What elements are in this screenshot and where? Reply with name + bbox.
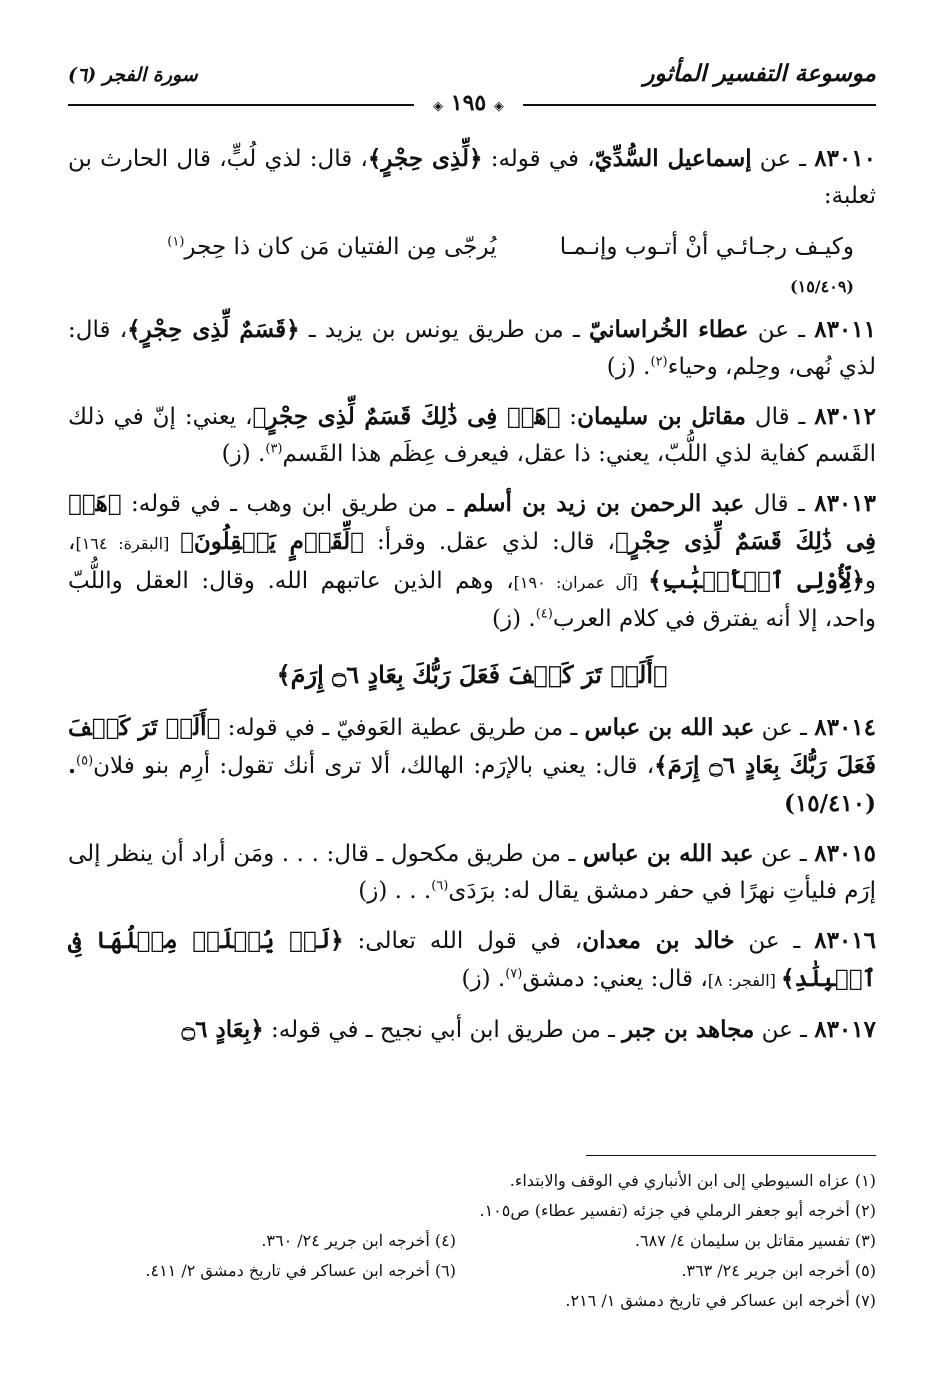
quran-quote: ﴿لِّقَوۡمٍ يَعۡقِلُونَ﴾ [180, 528, 364, 555]
quran-quote: ﴿لِّأُوْلِى ٱلۡأَلۡبَٰبِ﴾ [648, 567, 865, 594]
page-number-block [414, 88, 523, 122]
header-rule-right [523, 104, 876, 106]
entry-text: ، في قوله: [482, 146, 595, 172]
ornament-right-icon: ◈ [493, 99, 504, 114]
entry-text: ـ قال [744, 491, 815, 517]
entry-text: . (ز) [606, 354, 651, 380]
entry-83013 [68, 485, 876, 638]
entry-text: ـ عن [734, 928, 815, 954]
entry-text: ـ من طريق مكحول ـ قال: . . . ومَن أراد أن ينظر إلى إرَم فليأتِ نهرًا في حفر دمشق يقال له: برَدَى [68, 841, 876, 904]
entry-text: ، و [68, 529, 876, 594]
entry-text: ـ من طريق ابن وهب ـ في قوله: [121, 491, 464, 517]
surah-reference: [الفجر: ٨] [707, 971, 781, 990]
entry-83016 [68, 922, 876, 999]
verse-heading: ﴿أَلَمۡ تَرَ كَيۡفَ فَعَلَ رَبُّكَ بِعَادٍ ۝٦ إِرَمَ﴾ [276, 660, 668, 689]
entry-text: . (١٥/٤١٠) [68, 752, 876, 817]
entry-text: ـ عن [753, 841, 815, 867]
narrator-name: مقاتل بن سليمان [577, 403, 747, 430]
entry-text: ، قال: لذي نُهى، وحِلم، وحياء [68, 317, 876, 380]
surah-label: سورة الفجر (٦) [68, 64, 198, 86]
footnote-3: (٣) تفسير مقاتل بن سليمان ٤/ ٦٨٧. [634, 1231, 876, 1250]
footnote-6: (٦) أخرجه ابن عساكر في تاريخ دمشق ٢/ ٤١١. [145, 1261, 456, 1280]
footnote-1: (١) عزاه السيوطي إلى ابن الأنباري في الوقف والابتداء. [509, 1171, 876, 1190]
entry-text: ـ من طريق يونس بن يزيد ـ [299, 317, 589, 343]
footnote-marker: (٧) [505, 966, 523, 982]
ornament-left-icon: ◈ [433, 99, 444, 114]
entry-text: ـ قال [746, 404, 815, 430]
quran-quote: ﴿لَمۡ يُخۡلَقۡ مِثۡلُهَا فِى ٱلۡبِلَٰدِ﴾ [68, 927, 876, 992]
quran-quote: ﴿قَسَمٌ لِّذِى حِجْرٍ﴾ [127, 316, 300, 343]
entry-83012 [68, 398, 876, 473]
entry-text: ، يعني: إنّ في ذلك القَسم كفاية لذي اللُّبّ، يعني: ذا عقل، فيعرف عِظَم هذا القَسم [68, 404, 876, 467]
main-text [68, 140, 876, 1061]
entry-text: ، قال: لذي لُبٍّ، قال الحارث بن ثعلبة: [68, 146, 876, 209]
surah-reference: [آل عمران: ١٩٠] [513, 573, 649, 592]
entry-text: ، قال: يعني: دمشق [522, 966, 708, 992]
footnote-marker: (١) [167, 234, 185, 250]
narrator-name: مجاهد بن جبر [622, 1016, 755, 1043]
quran-quote: ﴿هَلۡ فِى ذَٰلِكَ قَسَمٌ لِّذِى حِجْرٍ﴾ [68, 490, 876, 555]
narrator-name: خالد بن معدان [582, 927, 735, 954]
quran-quote: ﴿لِّذِى حِجْرٍ﴾ [367, 145, 483, 172]
entry-text: ـ عن [754, 1017, 815, 1043]
entry-text: ـ عن [748, 317, 815, 343]
entry-text: . (ز) [461, 966, 506, 992]
entry-text: ـ من طريق عطية العَوفيّ ـ في قوله: [220, 715, 585, 741]
entry-83015 [68, 835, 876, 910]
entry-text: ، قال: يعني بالإرَم: الهالك، ألا ترى أنك تقول: أرِم بنو فلان [93, 753, 655, 779]
narrator-name: عبد الرحمن بن زيد بن أسلم [463, 490, 745, 517]
footnote-7: (٧) أخرجه ابن عساكر في تاريخ دمشق ١/ ٢١٦. [565, 1291, 876, 1310]
narrator-name: عبد الله بن عباس [584, 714, 755, 741]
footnote-row [68, 1226, 876, 1256]
entry-text: ـ عن [751, 146, 815, 172]
book-title: موسوعة التفسير المأثور [643, 60, 876, 87]
entry-number: ٨٣٠١٥ [814, 840, 876, 867]
footnote-marker: (٢) [650, 354, 668, 370]
footnote-marker: (٦) [431, 878, 449, 894]
footnote-5: (٥) أخرجه ابن جرير ٢٤/ ٣٦٣. [681, 1261, 876, 1280]
entry-text: ، في قول الله تعالى: [343, 928, 583, 954]
entry-number: ٨٣٠١٢ [814, 403, 876, 430]
entry-number: ٨٣٠١٤ [814, 714, 877, 741]
verse-first-half: وكيـف رجـائـي أنْ أتـوب وإنـمـا [559, 234, 854, 260]
entry-text: ، وهم الذين عاتبهم الله. وقال: العقل واللُّبّ واحد، إلا أنه يفترق في كلام العرب [68, 568, 876, 632]
entry-text: ، قال: لذي عقل. وقرأ: [363, 529, 615, 555]
entry-text: . (ز) [492, 606, 536, 632]
entry-number: ٨٣٠١٦ [814, 927, 876, 954]
surah-reference: [البقرة: ١٦٤] [75, 534, 181, 553]
entry-83017 [68, 1011, 876, 1049]
poetry-verse [68, 227, 876, 307]
footnotes [68, 1166, 876, 1316]
entry-83014 [68, 709, 876, 823]
entry-83010 [68, 140, 876, 215]
narrator-name: عبد الله بن عباس [582, 840, 754, 867]
narrator-name: إسماعيل السُّدِّيّ [594, 145, 752, 172]
quran-quote: ﴿أَلَمۡ تَرَ كَيۡفَ فَعَلَ رَبُّكَ بِعَادٍ ۝٦ إِرَمَ﴾ [68, 714, 876, 779]
page-number: ١٩٥ [450, 90, 487, 116]
entry-text: . . . (ز) [358, 878, 432, 904]
entry-text: ـ من طريق ابن أبي نجيح ـ في قوله: [263, 1017, 623, 1043]
footnote-2: (٢) أخرجه أبو جعفر الرملي في جزئه (تفسير عطاء) ص١٠٥. [479, 1201, 876, 1220]
quran-quote: ﴿هَلۡ فِى ذَٰلِكَ قَسَمٌ لِّذِى حِجْرٍ﴾ [252, 403, 561, 430]
entry-number: ٨٣٠١٧ [814, 1016, 876, 1043]
footnote-divider [586, 1155, 876, 1156]
footnote-row [68, 1256, 876, 1286]
entry-number: ٨٣٠١٠ [814, 145, 876, 172]
footnote-marker: (٣) [265, 441, 283, 457]
footnote-4: (٤) أخرجه ابن جرير ٢٤/ ٣٦٠. [261, 1231, 456, 1250]
footnote-marker: (٤) [535, 606, 553, 622]
quran-quote: ﴿بِعَادٍ ۝٦ [181, 1016, 264, 1043]
entry-text: . (ز) [221, 441, 266, 467]
entry-text: ـ عن [754, 715, 815, 741]
verse-second-half: يُرجّى مِن الفتيان مَن كان ذا حِجر [184, 234, 497, 260]
entry-number: ٨٣٠١٣ [814, 490, 876, 517]
entry-text: : [560, 404, 578, 430]
entry-83011 [68, 311, 876, 386]
header-rule-left [68, 104, 414, 106]
narrator-name: عطاء الخُراسانيّ [588, 316, 749, 343]
entry-number: ٨٣٠١١ [814, 316, 876, 343]
footnote-marker: (٥) [76, 753, 94, 769]
volume-reference: (١٥/٤٠٩) [790, 277, 854, 296]
